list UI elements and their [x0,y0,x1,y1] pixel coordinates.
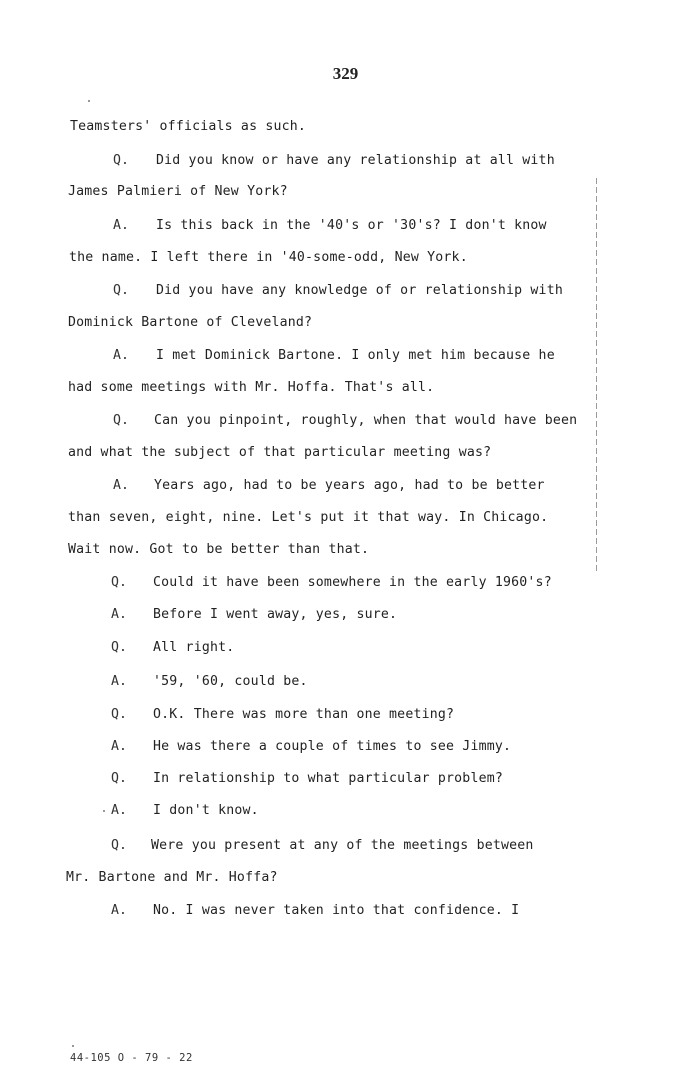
testimony-line: I don't know. [153,803,259,818]
speaker-label: Q. [111,707,127,722]
scan-speck [103,810,105,812]
testimony-line: Is this back in the '40's or '30's? I don't know [156,218,547,233]
continuation-line: and what the subject of that particular meeting was? [68,445,492,460]
speaker-label: Q. [113,413,129,428]
testimony-line: In relationship to what particular problem? [153,771,504,786]
page-number: 329 [332,64,359,83]
speaker-label: Q. [113,153,129,168]
continuation-line: James Palmieri of New York? [68,184,288,199]
speaker-label: A. [111,674,127,689]
continuation-line: Dominick Bartone of Cleveland? [68,315,313,330]
testimony-line: Did you know or have any relationship at all with [156,153,555,168]
speaker-label: A. [111,739,127,754]
speaker-label: Q. [111,838,127,853]
continuation-line: the name. I left there in '40-some-odd, New York. [69,250,468,265]
footer-code: 44-105 O - 79 - 22 [70,1052,193,1064]
speaker-label: A. [111,803,127,818]
scan-speck [72,1045,74,1047]
testimony-line: Before I went away, yes, sure. [153,607,398,622]
speaker-label: A. [111,903,127,918]
continuation-line: than seven, eight, nine. Let's put it that way. In Chicago. [68,510,549,525]
speaker-label: A. [113,218,129,233]
testimony-line: Did you have any knowledge of or relationship with [156,283,563,298]
testimony-line: He was there a couple of times to see Jimmy. [153,739,512,754]
testimony-line: Years ago, had to be years ago, had to be better [154,478,545,493]
testimony-line: Can you pinpoint, roughly, when that would have been [154,413,578,428]
speaker-label: A. [111,607,127,622]
continuation-line: had some meetings with Mr. Hoffa. That's all. [68,380,435,395]
testimony-line: I met Dominick Bartone. I only met him because he [156,348,555,363]
speaker-label: A. [113,348,129,363]
scan-speck [88,100,90,102]
speaker-label: A. [113,478,129,493]
testimony-line: Could it have been somewhere in the early 1960's? [153,575,552,590]
testimony-line: Were you present at any of the meetings between [151,838,534,853]
continuation-line: Wait now. Got to be better than that. [68,542,370,557]
testimony-line: '59, '60, could be. [153,674,308,689]
testimony-line: All right. [153,640,235,655]
speaker-label: Q. [113,283,129,298]
continuation-line: Teamsters' officials as such. [70,119,307,134]
testimony-line: No. I was never taken into that confidence. I [153,903,520,918]
margin-rule [596,178,597,573]
speaker-label: Q. [111,640,127,655]
speaker-label: Q. [111,771,127,786]
testimony-line: O.K. There was more than one meeting? [153,707,455,722]
continuation-line: Mr. Bartone and Mr. Hoffa? [66,870,278,885]
speaker-label: Q. [111,575,127,590]
